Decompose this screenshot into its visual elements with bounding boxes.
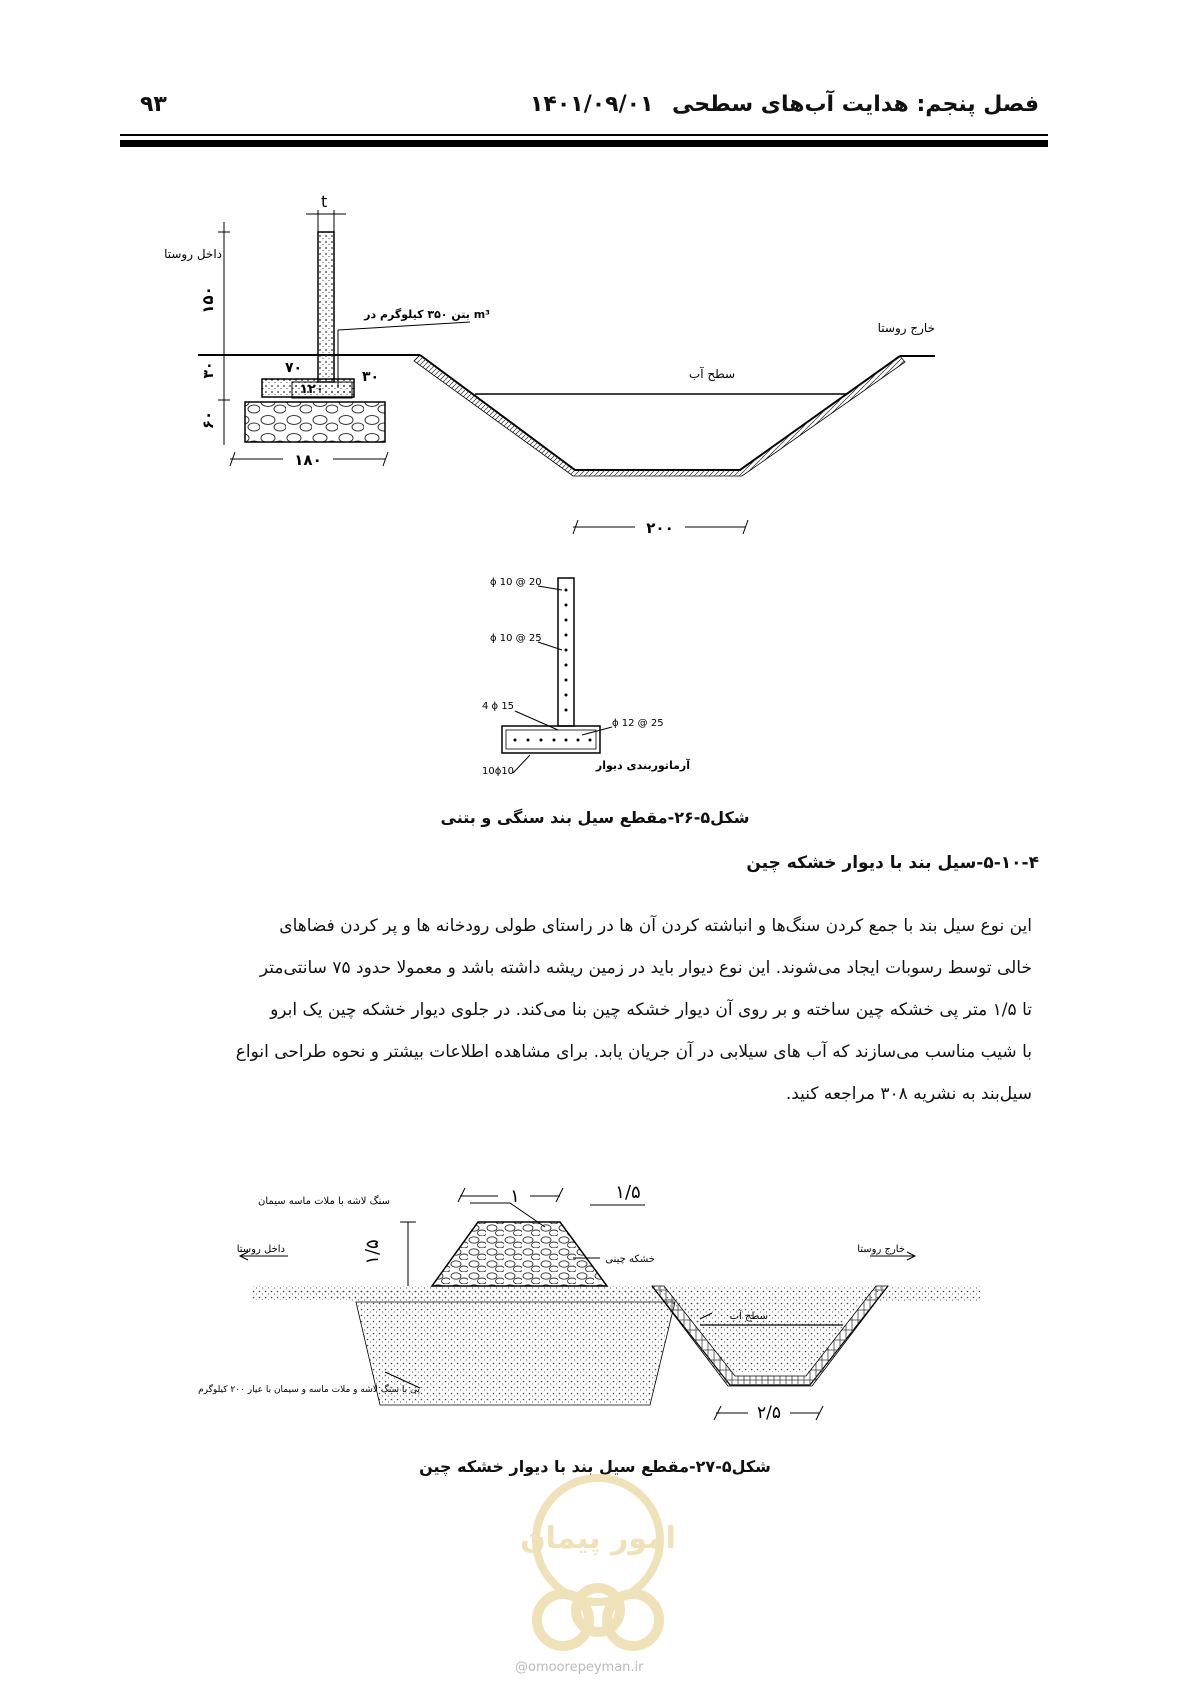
paragraph-line: خالی توسط رسوبات ایجاد می‌شوند. این نوع دیوار باید در زمین ریشه داشته باشد و معمولا حدود ۷۵ سانتی‌متر — [259, 958, 1032, 978]
rebar-label-4: ϕ 12 @ 25 — [612, 718, 664, 729]
dim-1: ۱ — [510, 1186, 520, 1207]
page-number: ۹۳ — [140, 92, 167, 117]
dim-2-5: ۲/۵ — [757, 1403, 781, 1423]
watermark-logo — [508, 1470, 688, 1660]
dim-30-right: ۳۰ — [362, 369, 380, 385]
body-paragraph — [142, 905, 1032, 1115]
label-inside-village-2: داخل روستا — [236, 1244, 285, 1255]
paragraph-line: سیل‌بند به نشریه ۳۰۸ مراجعه کنید. — [785, 1084, 1032, 1104]
dim-70: ۷۰ — [285, 360, 303, 376]
dim-30-left: ۳۰ — [201, 361, 217, 379]
header-date: ۱۴۰۱/۰۹/۰۱ — [530, 92, 654, 117]
dim-t: t — [321, 192, 328, 211]
paragraph-line: تا ۱/۵ متر پی خشکه چین ساخته و بر روی آن دیوار خشکه چین بنا می‌کند. در جلوی دیوار خشکه چین یک ابرو — [270, 1000, 1032, 1020]
dim-1-5-top: ۱/۵ — [615, 1182, 641, 1203]
label-concrete: بتن ۳۵۰ کیلوگرم در m³ — [364, 308, 490, 321]
rebar-label-3: 4 ϕ 15 — [482, 701, 515, 712]
label-dry-stone: خشکه چینی — [605, 1254, 655, 1265]
paragraph-line: با شیب مناسب می‌سازند که آب های سیلابی در آن جریان یابد. برای مشاهده اطلاعات بیشتر و نحوه طراحی انواع — [235, 1042, 1032, 1062]
label-stone-mortar: سنگ لاشه با ملات ماسه سیمان — [258, 1196, 390, 1207]
dim-180: ۱۸۰ — [294, 451, 322, 469]
label-water-surface: سطح آب — [688, 367, 735, 381]
label-foundation: پی با سنگ لاشه و ملات ماسه و سیمان با عیار ۲۰۰ کیلوگرم — [198, 1385, 420, 1395]
rebar-label-1: ϕ 10 @ 20 — [490, 577, 542, 588]
figure-caption-26: شکل۵-۲۶-مقطع سیل بند سنگی و بتنی — [440, 808, 750, 827]
figure-dry-stone-levee — [0, 1160, 1191, 1430]
rebar-label-2: ϕ 10 @ 25 — [490, 633, 542, 644]
figure-wall-reinforcement — [0, 560, 1191, 790]
reinforcement-title: آرماتوربندی دیوار — [595, 759, 690, 772]
section-heading: ۵-۱۰-۴-سیل بند با دیوار خشکه چین — [746, 853, 1039, 873]
label-outside-village-2: خارج روستا — [857, 1244, 905, 1255]
dim-1-5-side: ۱/۵ — [362, 1239, 383, 1265]
paragraph-line: این نوع سیل بند با جمع کردن سنگ‌ها و انباشته کردن آن ها در راستای طولی رودخانه ها و پر کردن فضاهای — [279, 916, 1032, 936]
label-outside-village: خارج روستا — [877, 321, 935, 335]
dim-150: ۱۵۰ — [199, 286, 217, 314]
dim-60: ۶۰ — [199, 410, 217, 430]
watermark-url: @omoorepeyman.ir — [515, 1660, 644, 1675]
figure-stone-concrete-levee — [0, 0, 1191, 560]
figure-caption-27: شکل۵-۲۷-مقطع سیل بند با دیوار خشکه چین — [419, 1457, 771, 1476]
watermark-logo-text: امور پیمان — [520, 1521, 676, 1556]
dim-120: ۱۲۰ — [300, 382, 324, 397]
label-inside-village: داخل روستا — [164, 247, 222, 261]
dim-200: ۲۰۰ — [646, 519, 674, 537]
chapter-title: فصل پنجم: هدایت آب‌های سطحی — [671, 92, 1039, 117]
label-water-surface-2: سطح آب — [729, 1311, 768, 1322]
rebar-label-5: 10ϕ10 — [482, 766, 515, 777]
